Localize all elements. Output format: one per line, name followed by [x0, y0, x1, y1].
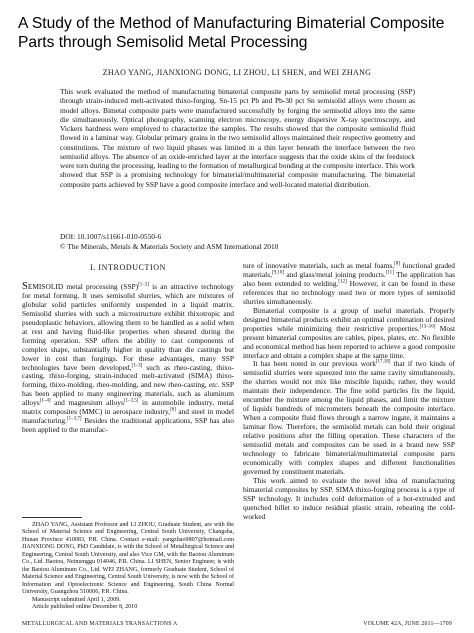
intro-paragraph-3: It has been noted in our previous work[17,18] that if two kinds of semisolid slurries were squeezed into the same cavity simultaneously, the slurries would not mix like miscible liquids; rather, they would maintain their independence. The fine solid particles fix the liquid, encumber the mixture among the liquid phases, and limit the mixture of liquids hundreds of micrometers beneath the composite interface. When a composite fluid flows through a narrow ingate, it maintains a laminar flow. Therefore, the semisolid metals can hold their original relative positions after the filling operation. These characters of the semisolid metals and composites can be used in a brand new SSP technology to fabricate bimaterial/multimaterial composite parts economically with complex shapes and different functionalities governed by constituent materials. — [243, 359, 455, 476]
manuscript-submitted: Manuscript submitted April 1, 2009. — [32, 596, 121, 603]
publication-info — [60, 232, 420, 251]
section-heading-introduction: I. INTRODUCTION — [89, 263, 167, 272]
citation[interactable]: [1–3] — [131, 363, 143, 369]
author-list: ZHAO YANG, JIANXIONG DONG, LI ZHOU, LI SHEN, and WEI ZHANG — [102, 68, 372, 77]
paper-title: A Study of the Method of Manufacturing Bimaterial Composite Parts through Semisolid Metal Processing — [18, 15, 445, 51]
author-affiliation-footnote — [22, 522, 234, 611]
intro-paragraph-4: This work aimed to evaluate the novel idea of manufacturing bimaterial composites by SSP. SIMA thixo-forging process is a type of SSP technology. It includes cold deformation of a hot-extruded and quenched billet to induce residual plastic strain, reheating the cold-worked — [243, 475, 455, 521]
copyright-notice: © The Minerals, Metals & Materials Society and ASM International 2010 — [60, 241, 279, 251]
intro-paragraph-1-continued: ture of innovative materials, such as metal foams,[8] functional graded materials,[9,10] and glass/metal joining products.[11] The application has also been extended to welding.[12] However, it can be found in these references that no technology used two or more types of semisolid slurries simultaneously. — [243, 261, 455, 306]
citation[interactable]: [11] — [385, 270, 394, 276]
abstract: This work evaluated the method of manufacturing bimaterial composite parts by semisolid metal processing (SSP) through strain-induced melt-activated thixo-forging. Sn-15 pct Pb and Pb-30 pct Sn semisolid alloys were chosen as model alloys. Bimetal composite parts were manufactured successfully by forging the semisolid alloys into the same die simultaneously. Optical photography, scanning electron microscopy, energy dispersive X-ray spectroscopy, and Vickers hardness were employed to characterize the samples. The results showed that the composite semisolid fluid flowed in a laminar way. Globular primary grains in the two semisolid alloys maintained their respective geometry and constitutions. The mixture of two liquid phases was limited in a thin layer beneath the interface between the two semisolid alloys. The absence of an oxide-enriched layer at the interface suggests that the oxide skins of the feedstock were torn during the processing, leading to the formation of metallurgical bonding at the composite interface. This work showed that SSP is a promising technology for bimaterial/multimaterial composite manufacturing. The bimaterial composite parts achieved by SSP have a good composite interface and well-located material distribution. — [60, 87, 415, 189]
citation[interactable]: [9,10] — [271, 270, 285, 276]
right-column — [243, 262, 455, 522]
citation[interactable]: [8] — [394, 261, 400, 267]
citation[interactable]: [1–3,7] — [66, 416, 82, 422]
citation[interactable]: [1–3] — [138, 282, 149, 288]
citation[interactable]: [13–16] — [419, 324, 436, 330]
intro-paragraph-1: SEMISOLID metal processing (SSP)[1–3] is an attractive technology for metal forming. It uses semisolid slurries, which are mixtures of globular solid particles uniformly suspended in a liquid matrix. Semisolid slurries with such a microstructure exhibit thixotropic and pseudoplastic behaviors, allowing them to be handled as a solid when at rest and having fluid-like properties when sheared during the forming operation. SSP offers the ability to cast components of complex shape, substantially higher in quality than die castings but lower in cost than forgings. For these advantages, many SSP technologies have been developed,[1–3] such as rheo-casting, thixo-casting, thixo-forging, strain-induced melt-activated (SIMA) thixo-forming, thixo-molding, rheo-molding, and new rheo-casting, etc. SSP has been applied to many engineering materials, such as aluminum alloys[1–4] and magnesium alloys[1–3,5] in automobile industry, metal matrix composites (MMC) in aerospace industry,[6] and steel in model manufacturing.[1–3,7] Besides the traditional applications, SSP has also been applied to the manufac- — [22, 280, 235, 435]
citation[interactable]: [1–4] — [39, 398, 51, 404]
journal-name-footer: METALLURGICAL AND MATERIALS TRANSACTIONS A — [22, 621, 178, 627]
article-published: Article published online December 8, 2010 — [32, 603, 138, 610]
citation[interactable]: [12] — [338, 279, 347, 285]
footnote-divider — [22, 517, 82, 518]
issue-page-footer: VOLUME 42A, JUNE 2011—1709 — [363, 621, 452, 627]
citation[interactable]: [1–3,5] — [123, 398, 139, 404]
left-column — [22, 262, 234, 435]
doi-link[interactable]: DOI: 10.1007/s11661-010-0550-6 — [60, 232, 162, 241]
citation[interactable]: [17,18] — [375, 360, 391, 366]
intro-paragraph-2: Bimaterial composite is a group of useful materials. Properly designed bimaterial products exhibit an optimal combination of desired properties while minimizing their restrictive properties.[13–16] Most present bimaterial composites are cables, pipes, plates, etc. No flexible and economical method has been reported to achieve a good composite interface and obtain a complex shape at the same time. — [243, 305, 456, 360]
affiliation-text: ZHAO YANG, Assistant Professor and LI ZHOU, Graduate Student, are with the School of Material Science and Engineering, Central South University, Changsha, Hunan Province 410083, P.R. China. Contact e-mail: yangzhao9807@hotmail.com JIANXIONG DONG, PhD Candidate, is with the School of Metallurgical Science and Engineering, Central South University, and also Vice GM, with the Baotou Aluminum Co., Ltd. Baotou, Neimenggu 014046, P.R. China. LI SHEN, Senior Engineer, is with the Baotou Aluminum Co., Ltd. WEI ZHANG, formerly Graduate Student, School of Material Science and Engineering, Central South University, is now with the School of Information and Optoelectronic Science and Engineering, South China Normal University, Guangzhou 510006, P.R. China. — [22, 522, 234, 596]
citation[interactable]: [6] — [170, 407, 176, 413]
drop-cap: S — [22, 280, 28, 292]
